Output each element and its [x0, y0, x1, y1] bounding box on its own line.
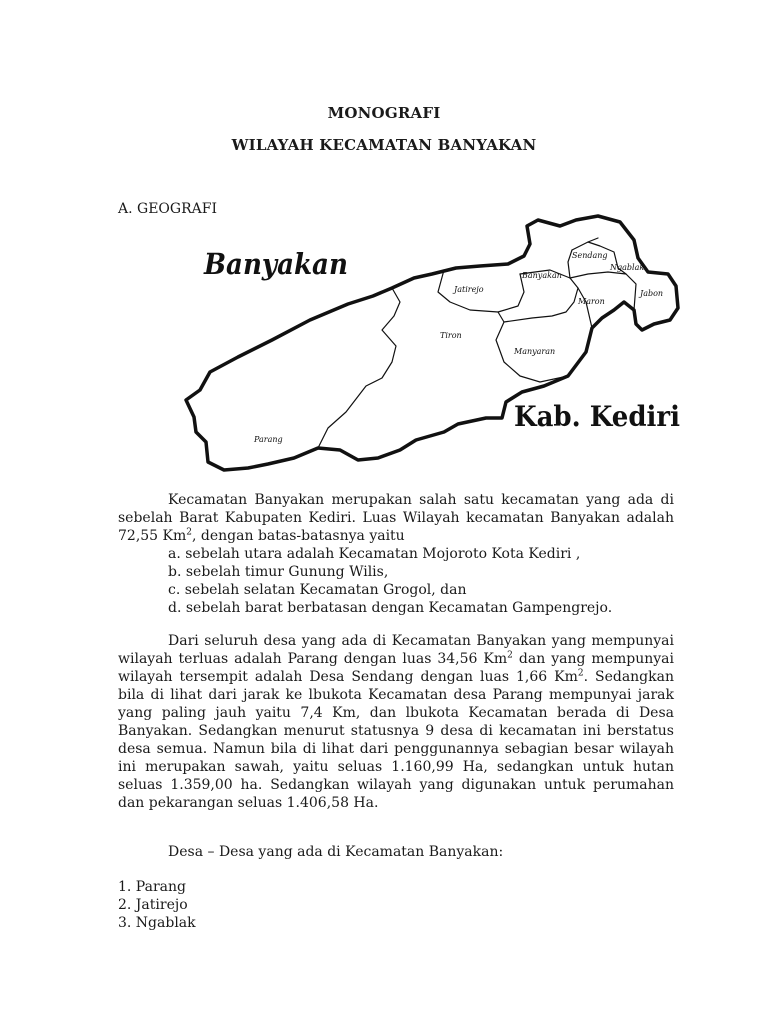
- document-subtitle: WILAYAH KECAMATAN BANYAKAN: [231, 136, 537, 154]
- border-item: b. sebelah timur Gunung Wilis,: [168, 564, 389, 580]
- list-item: 3. Ngablak: [118, 915, 196, 931]
- village-label-jatirejo: Jatirejo: [454, 285, 484, 294]
- village-label-jabon: Jabon: [640, 289, 664, 298]
- border-list: [118, 545, 674, 617]
- document-title: MONOGRAFI: [327, 104, 441, 122]
- village-label-maron: Maron: [578, 297, 605, 306]
- list-item: 1. Parang: [118, 879, 186, 895]
- list-item: 2. Jatirejo: [118, 897, 188, 913]
- village-label-banyakan: Banyakan: [522, 271, 562, 280]
- border-item: c. sebelah selatan Kecamatan Grogol, dan: [168, 582, 467, 598]
- paragraph-village-list-intro: Desa – Desa yang ada di Kecamatan Banyakan:: [168, 844, 504, 860]
- village-label-ngablak: Ngablak: [610, 263, 645, 272]
- village-label-parang: Parang: [254, 435, 283, 444]
- section-heading-geografi: A. GEOGRAFI: [118, 201, 217, 217]
- map-title: Banyakan: [204, 246, 348, 282]
- village-label-tiron: Tiron: [440, 331, 462, 340]
- map-region-label: Kab. Kediri: [513, 401, 681, 434]
- border-item: a. sebelah utara adalah Kecamatan Mojoroto Kota Kediri ,: [168, 546, 581, 562]
- village-label-manyaran: Manyaran: [514, 347, 556, 356]
- village-label-sendang: Sendang: [572, 251, 608, 260]
- paragraph-village-stats: Dari seluruh desa yang ada di Kecamatan Banyakan yang mempunyai wilayah terluas adalah Parang dengan luas 34,56 Km$^2$ dan yang mempunyai wilayah tersempit adalah Desa Sendang dengan luas 1,66 Km$^2$. Sedangkan bila di lihat dari jarak ke lbukota Kecamatan desa Parang mempunyai jarak yang paling jauh yaitu 7,4 Km, dan lbukota Kecamatan berada di Desa Banyakan. Sedangkan menurut statusnya 9 desa di kecamatan ini berstatus desa semua. Namun bila di lihat dari penggunannya sebagian besar wilayah ini merupakan sawah, yaitu seluas 1.160,99 Ha, sedangkan untuk hutan seluas 1.359,00 ha. Sedangkan wilayah yang digunakan untuk perumahan dan pekarangan seluas 1.406,58 Ha.: [118, 633, 674, 811]
- village-list: [118, 878, 674, 932]
- banyakan-map: [168, 212, 688, 474]
- border-item: d. sebelah barat berbatasan dengan Kecamatan Gampengrejo.: [168, 600, 613, 616]
- paragraph-geography-intro: Kecamatan Banyakan merupakan salah satu kecamatan yang ada di sebelah Barat Kabupaten Kediri. Luas Wilayah kecamatan Banyakan adalah 72,55 Km$^2$, dengan batas-batasnya yaitu a. sebelah utara adalah Kecamatan Mojoroto Kota Kediri , b. sebelah timur Gunung Wilis, c. sebelah selatan Kecamatan Grogol, dan d. sebelah barat berbatasan dengan Kecamatan Gampengrejo.: [118, 492, 674, 616]
